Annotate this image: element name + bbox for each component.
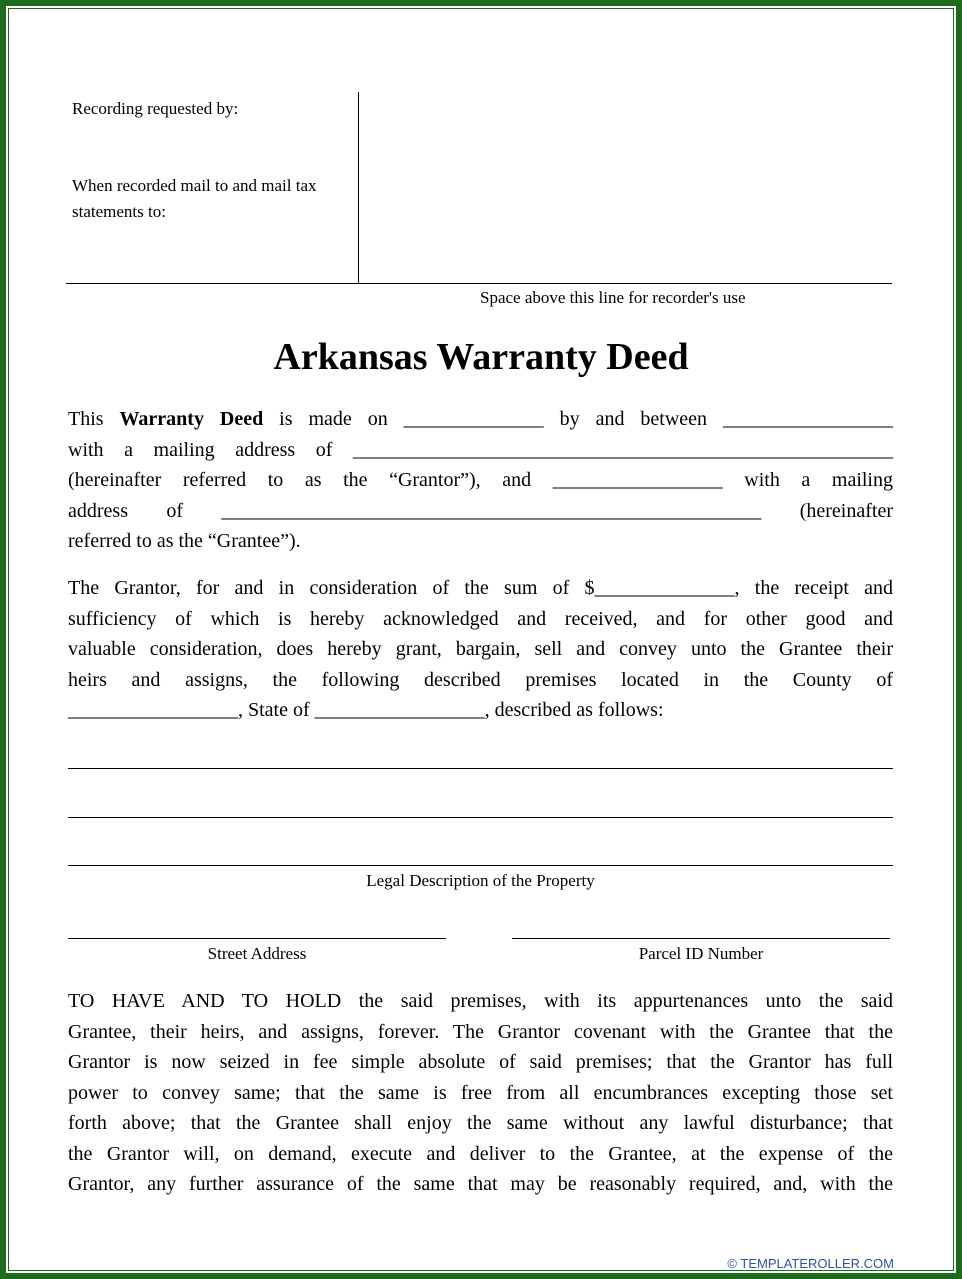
habendum-line-1: TO HAVE AND TO HOLD the said premises, with its appurtenances unto the said bbox=[68, 990, 893, 1012]
habendum-line-5: forth above; that the Grantee shall enjoy the same without any lawful disturbance; that bbox=[68, 1112, 893, 1134]
intro-paragraph bbox=[68, 404, 893, 557]
intro-line-5: referred to as the “Grantee”). bbox=[68, 530, 301, 552]
habendum-line-3: Grantor is now seized in fee simple absolute of said premises; that the Grantor has full bbox=[68, 1051, 893, 1073]
recorder-use-note: Space above this line for recorder's use bbox=[480, 288, 746, 307]
habendum-line-6: the Grantor will, on demand, execute and deliver to the Grantee, at the expense of the bbox=[68, 1142, 893, 1165]
document-title: Arkansas Warranty Deed bbox=[273, 336, 689, 378]
consideration-line-5: _________________, State of _________________, described as follows: bbox=[68, 699, 664, 721]
legal-description-caption: Legal Description of the Property bbox=[366, 871, 595, 890]
parcel-id-line bbox=[512, 938, 890, 939]
consideration-line-1: The Grantor, for and in consideration of the sum of $______________, the receipt and bbox=[68, 577, 893, 599]
mail-to-label-line1: When recorded mail to and mail tax bbox=[72, 176, 317, 195]
habendum-paragraph bbox=[68, 986, 893, 1200]
mail-to-label-line2: statements to: bbox=[72, 202, 166, 221]
intro-line-1: This Warranty Deed is made on ______________ by and between _________________ bbox=[68, 408, 893, 430]
consideration-line-3: valuable consideration, does hereby grant, bargain, sell and convey unto the Grantee their bbox=[68, 638, 893, 660]
templateroller-link[interactable]: © TEMPLATEROLLER.COM bbox=[727, 1256, 894, 1271]
street-address-caption: Street Address bbox=[207, 944, 307, 963]
legal-description-line-2 bbox=[68, 817, 893, 818]
intro-line-4: address of ______________________________________________________ (hereinafter bbox=[68, 499, 893, 522]
habendum-line-2: Grantee, their heirs, and assigns, forever. The Grantor covenant with the Grantee that the bbox=[68, 1020, 893, 1043]
recording-requested-label: Recording requested by: bbox=[72, 99, 239, 118]
consideration-line-2: sufficiency of which is hereby acknowledged and received, and for other good and bbox=[68, 607, 893, 630]
legal-description-line-3 bbox=[68, 865, 893, 866]
consideration-line-4: heirs and assigns, the following described premises located in the County of bbox=[68, 668, 893, 691]
parcel-id-caption: Parcel ID Number bbox=[638, 944, 764, 963]
warranty-deed-bold: Warranty Deed bbox=[119, 408, 264, 430]
legal-description-line-1 bbox=[68, 768, 893, 769]
consideration-paragraph bbox=[68, 573, 893, 726]
intro-line-2: with a mailing address of ______________________________________________________ bbox=[68, 438, 893, 461]
street-address-line bbox=[68, 938, 446, 939]
habendum-line-4: power to convey same; that the same is free from all encumbrances excepting those set bbox=[68, 1081, 893, 1104]
habendum-line-7: Grantor, any further assurance of the same that may be reasonably required, and, with the bbox=[68, 1173, 893, 1195]
recording-box-divider bbox=[358, 92, 359, 283]
intro-line-3: (hereinafter referred to as the “Grantor”), and _________________ with a mailing bbox=[68, 469, 893, 491]
